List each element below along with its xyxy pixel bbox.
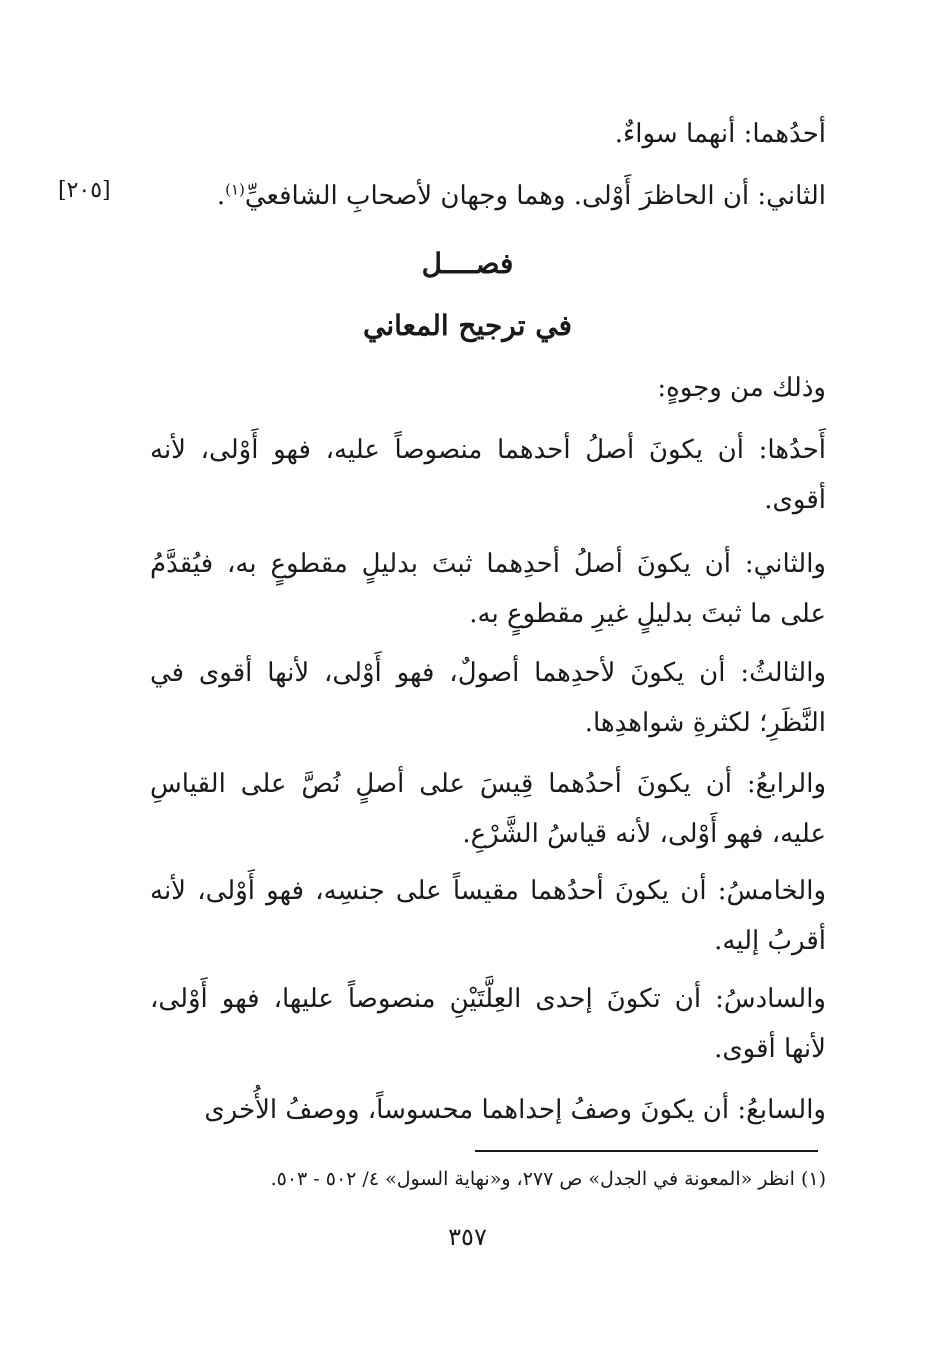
line-second xyxy=(217,176,826,216)
paragraph-7: والسابعُ: أن يكونَ وصفُ إحداهما محسوساً، ووصفُ الأُخرى xyxy=(204,1095,826,1125)
intro-line: وذلك من وجوهٍ: xyxy=(657,373,826,403)
line-second-text: الثاني: أن الحاظرَ أَوْلى. وهما وجهان لأصحابِ الشافعيِّ xyxy=(244,181,826,211)
footnote: (١) انظر «المعونة في الجدل» ص ٢٧٧، و«نهاية السول» ٤/ ٥٠٢ - ٥٠٣. xyxy=(270,1168,826,1190)
paragraph-2: والثاني: أن يكونَ أصلُ أحدِهما ثبتَ بدليلٍ مقطوعٍ به، فيُقدَّمُ على ما ثبتَ بدليلٍ غيرِ مقطوعٍ به. xyxy=(150,549,826,629)
page-number: ٣٥٧ xyxy=(448,1223,487,1251)
paragraph-6: والسادسُ: أن تكونَ إحدى العِلَّتَيْنِ منصوصاً عليها، فهو أَوْلى، لأنها أقوى. xyxy=(150,984,826,1064)
line-second-end: . xyxy=(216,181,226,211)
paragraph-4: والرابعُ: أن يكونَ أحدُهما قِيسَ على أصلٍ نُصَّ على القياسِ عليه، فهو أَوْلى، لأنه قياسُ الشَّرْعِ. xyxy=(150,769,826,849)
paragraph-3: والثالثُ: أن يكونَ لأحدِهما أصولٌ، فهو أَوْلى، لأنها أقوى في النَّظَرِ؛ لكثرةِ شواهدِها. xyxy=(150,658,826,738)
paragraph-5: والخامسُ: أن يكونَ أحدُهما مقيساً على جنسِه، فهو أَوْلى، لأنه أقربُ إليه. xyxy=(150,876,826,956)
section-heading: فصــــل xyxy=(421,247,514,280)
page-marker: [٢٠٥] xyxy=(58,178,111,203)
footnote-reference[interactable]: (١) xyxy=(225,180,245,199)
footnote-divider xyxy=(475,1150,818,1152)
paragraph-1: أَحدُها: أن يكونَ أصلُ أحدهما منصوصاً عليه، فهو أَوْلى، لأنه أقوى. xyxy=(150,435,826,515)
line-first: أحدُهما: أنهما سواءٌ. xyxy=(614,119,826,149)
section-subheading: في ترجيح المعاني xyxy=(363,309,572,342)
